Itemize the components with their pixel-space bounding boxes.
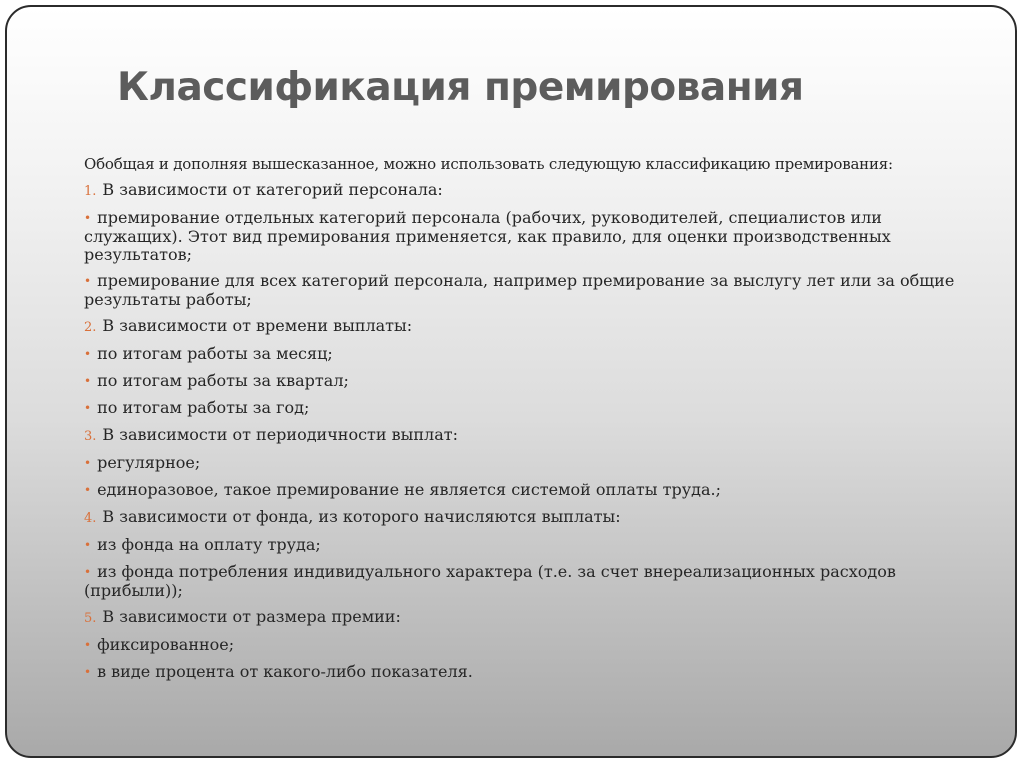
list-item-text: из фонда на оплату труда; bbox=[97, 535, 321, 554]
list-item bbox=[84, 209, 964, 264]
list-item bbox=[84, 508, 964, 528]
list-item-text: по итогам работы за квартал; bbox=[97, 371, 349, 390]
list-item bbox=[84, 608, 964, 628]
slide-title: Классификация премирования bbox=[117, 65, 804, 110]
list-item-text: премирование для всех категорий персонала, например премирование за выслугу лет или за общие результаты работы; bbox=[84, 271, 955, 309]
list-item-text: из фонда потребления индивидуального характера (т.е. за счет внереализационных расходов (прибыли)); bbox=[84, 562, 896, 600]
list-item-text: премирование отдельных категорий персонала (рабочих, руководителей, специалистов или служащих). Этот вид премирования применяется, как правило, для оценки производственных результатов; bbox=[84, 208, 891, 264]
bullet-icon: • bbox=[84, 665, 92, 679]
list-number: 4. bbox=[84, 511, 97, 526]
bullet-icon: • bbox=[84, 401, 92, 415]
bullet-icon: • bbox=[84, 347, 92, 361]
bullet-icon: • bbox=[84, 456, 92, 470]
list-item bbox=[84, 399, 964, 418]
bullet-icon: • bbox=[84, 638, 92, 652]
list-number: 5. bbox=[84, 611, 97, 626]
list-item-text: фиксированное; bbox=[97, 635, 235, 654]
intro-paragraph: Обобщая и дополняя вышесказанное, можно использовать следующую классификацию премирования: bbox=[84, 155, 893, 173]
list-item-text: В зависимости от времени выплаты: bbox=[102, 316, 413, 335]
list-item-text: в виде процента от какого-либо показателя. bbox=[97, 662, 473, 681]
list-number: 2. bbox=[84, 320, 97, 335]
bullet-icon: • bbox=[84, 374, 92, 388]
list-item bbox=[84, 536, 964, 555]
list-item bbox=[84, 454, 964, 473]
list-number: 1. bbox=[84, 184, 97, 199]
list-item bbox=[84, 317, 964, 337]
list-item-text: по итогам работы за год; bbox=[97, 398, 310, 417]
list-item-text: единоразовое, такое премирование не является системой оплаты труда.; bbox=[97, 480, 721, 499]
list-item bbox=[84, 272, 964, 309]
bullet-icon: • bbox=[84, 538, 92, 552]
list-item bbox=[84, 345, 964, 364]
bullet-icon: • bbox=[84, 483, 92, 497]
list-item-text: В зависимости от категорий персонала: bbox=[102, 180, 443, 199]
list-item-text: регулярное; bbox=[97, 453, 201, 472]
bullet-icon: • bbox=[84, 211, 92, 225]
bullet-icon: • bbox=[84, 565, 92, 579]
slide-content bbox=[84, 155, 964, 690]
list-item-text: В зависимости от периодичности выплат: bbox=[102, 425, 458, 444]
list-item-text: по итогам работы за месяц; bbox=[97, 344, 333, 363]
list-item bbox=[84, 663, 964, 682]
bullet-icon: • bbox=[84, 274, 92, 288]
list-item-text: В зависимости от фонда, из которого начисляются выплаты: bbox=[102, 507, 621, 526]
list-item bbox=[84, 563, 964, 600]
list-number: 3. bbox=[84, 429, 97, 444]
list-item bbox=[84, 481, 964, 500]
slide-frame bbox=[5, 5, 1017, 758]
list-item-text: В зависимости от размера премии: bbox=[102, 607, 401, 626]
list-item bbox=[84, 372, 964, 391]
list-item bbox=[84, 426, 964, 446]
list-item bbox=[84, 636, 964, 655]
list-item bbox=[84, 181, 964, 201]
